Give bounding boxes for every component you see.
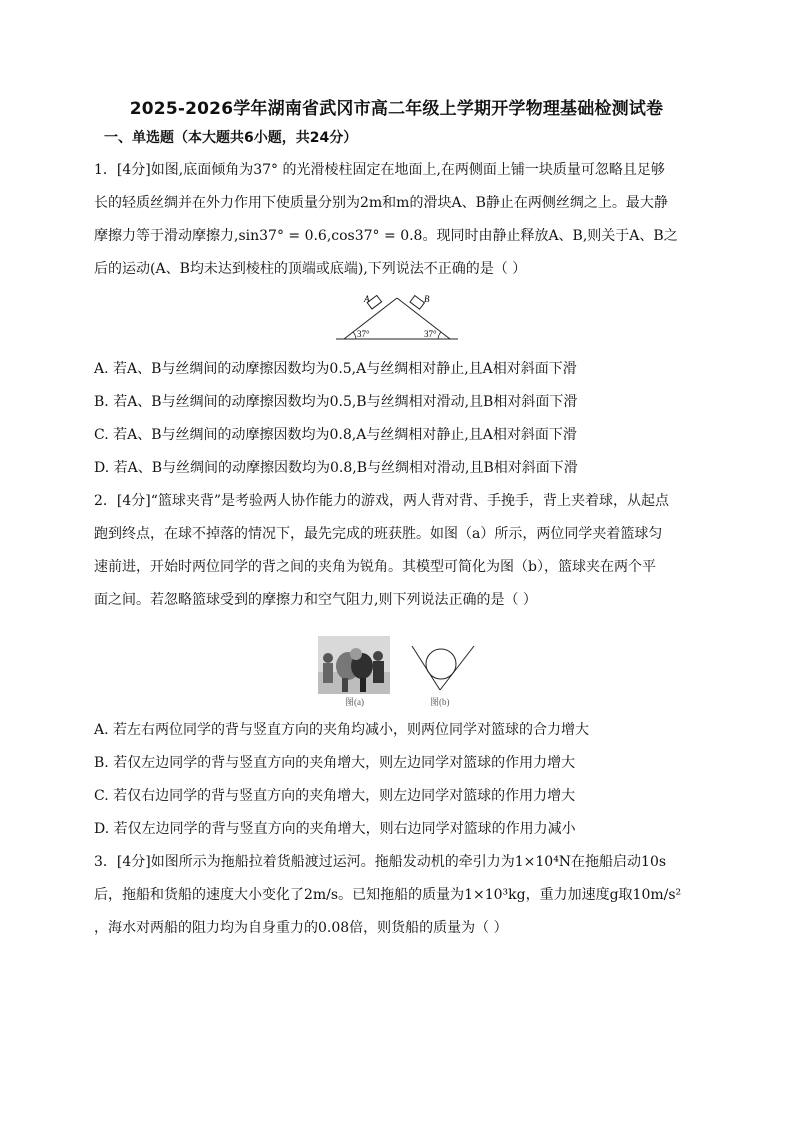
label-a: A	[364, 294, 370, 304]
q1-line-3: 摩擦力等于滑动摩擦力,sin37° = 0.6,cos37° = 0.8。现同时由静止释放A、B,则关于A、B之	[94, 228, 678, 244]
q3-line-2: 后，拖船和货船的速度大小变化了2m/s。已知拖船的质量为1×10³kg，重力加速度g取10m/s²	[94, 887, 682, 903]
prism-figure	[334, 291, 460, 343]
q2-option-a: A. 若左右两位同学的背与竖直方向的夹角均减小，则两位同学对篮球的合力增大	[94, 722, 590, 738]
q1-option-a: A. 若A、B与丝绸间的动摩擦因数均为0.5,A与丝绸相对静止,且A相对斜面下滑	[94, 361, 577, 377]
q2-line-3: 速前进，开始时两位同学的背之间的夹角为锐角。其模型可简化为图（b），篮球夹在两个平	[94, 559, 656, 575]
q2-option-c: C. 若仅右边同学的背与竖直方向的夹角增大，则左边同学对篮球的作用力增大	[94, 788, 576, 804]
q1-line-1: 1．[4分]如图,底面倾角为37° 的光滑棱柱固定在地面上,在两侧面上铺一块质量可忽略且足够	[94, 162, 665, 178]
q1-option-c: C. 若A、B与丝绸间的动摩擦因数均为0.8,A与丝绸相对静止,且A相对斜面下滑	[94, 427, 577, 443]
q1-line-4: 后的运动(A、B均未达到棱柱的顶端或底端),下列说法不正确的是（ ）	[94, 261, 527, 277]
q2-option-b: B. 若仅左边同学的背与竖直方向的夹角增大，则左边同学对篮球的作用力增大	[94, 755, 576, 771]
q3-line-1: 3．[4分]如图所示为拖船拉着货船渡过运河。拖船发动机的牵引力为1×10⁴N在拖船启动10s	[94, 854, 667, 870]
q1-option-b: B. 若A、B与丝绸间的动摩擦因数均为0.5,B与丝绸相对滑动,且B相对斜面下滑	[94, 394, 578, 410]
v-ball-diagram	[408, 640, 480, 708]
q2-option-d: D. 若仅左边同学的背与竖直方向的夹角增大，则右边同学对篮球的作用力减小	[94, 821, 576, 837]
section-heading: 一、单选题（本大题共6小题，共24分）	[104, 130, 358, 146]
q1-option-d: D. 若A、B与丝绸间的动摩擦因数均为0.8,B与丝绸相对滑动,且B相对斜面下滑	[94, 460, 578, 476]
block-b	[410, 296, 424, 310]
q3-line-3: ，海水对两船的阻力均为自身重力的0.08倍，则货船的质量为（ ）	[94, 920, 508, 936]
q1-line-2: 长的轻质丝绸并在外力作用下使质量分别为2m和m的滑块A、B静止在两侧丝绸之上。最大静	[94, 195, 668, 211]
figure-a-caption: 图(a)	[345, 697, 364, 707]
figure-b-caption: 图(b)	[430, 697, 450, 707]
angle-left-label: 37°	[357, 329, 370, 339]
q2-line-1: 2．[4分]“篮球夹背”是考验两人协作能力的游戏，两人背对背、手挽手，背上夹着球，从起点	[94, 493, 670, 509]
basketball-photo	[318, 636, 390, 708]
q2-line-4: 面之间。若忽略篮球受到的摩擦力和空气阻力,则下列说法正确的是（ ）	[94, 592, 537, 608]
page-title: 2025-2026学年湖南省武冈市高二年级上学期开学物理基础检测试卷	[129, 99, 664, 119]
q2-line-2: 跑到终点，在球不掉落的情况下，最先完成的班获胜。如图（a）所示，两位同学夹着篮球匀	[94, 526, 663, 542]
angle-right-label: 37°	[424, 329, 437, 339]
label-b: B	[424, 294, 430, 304]
